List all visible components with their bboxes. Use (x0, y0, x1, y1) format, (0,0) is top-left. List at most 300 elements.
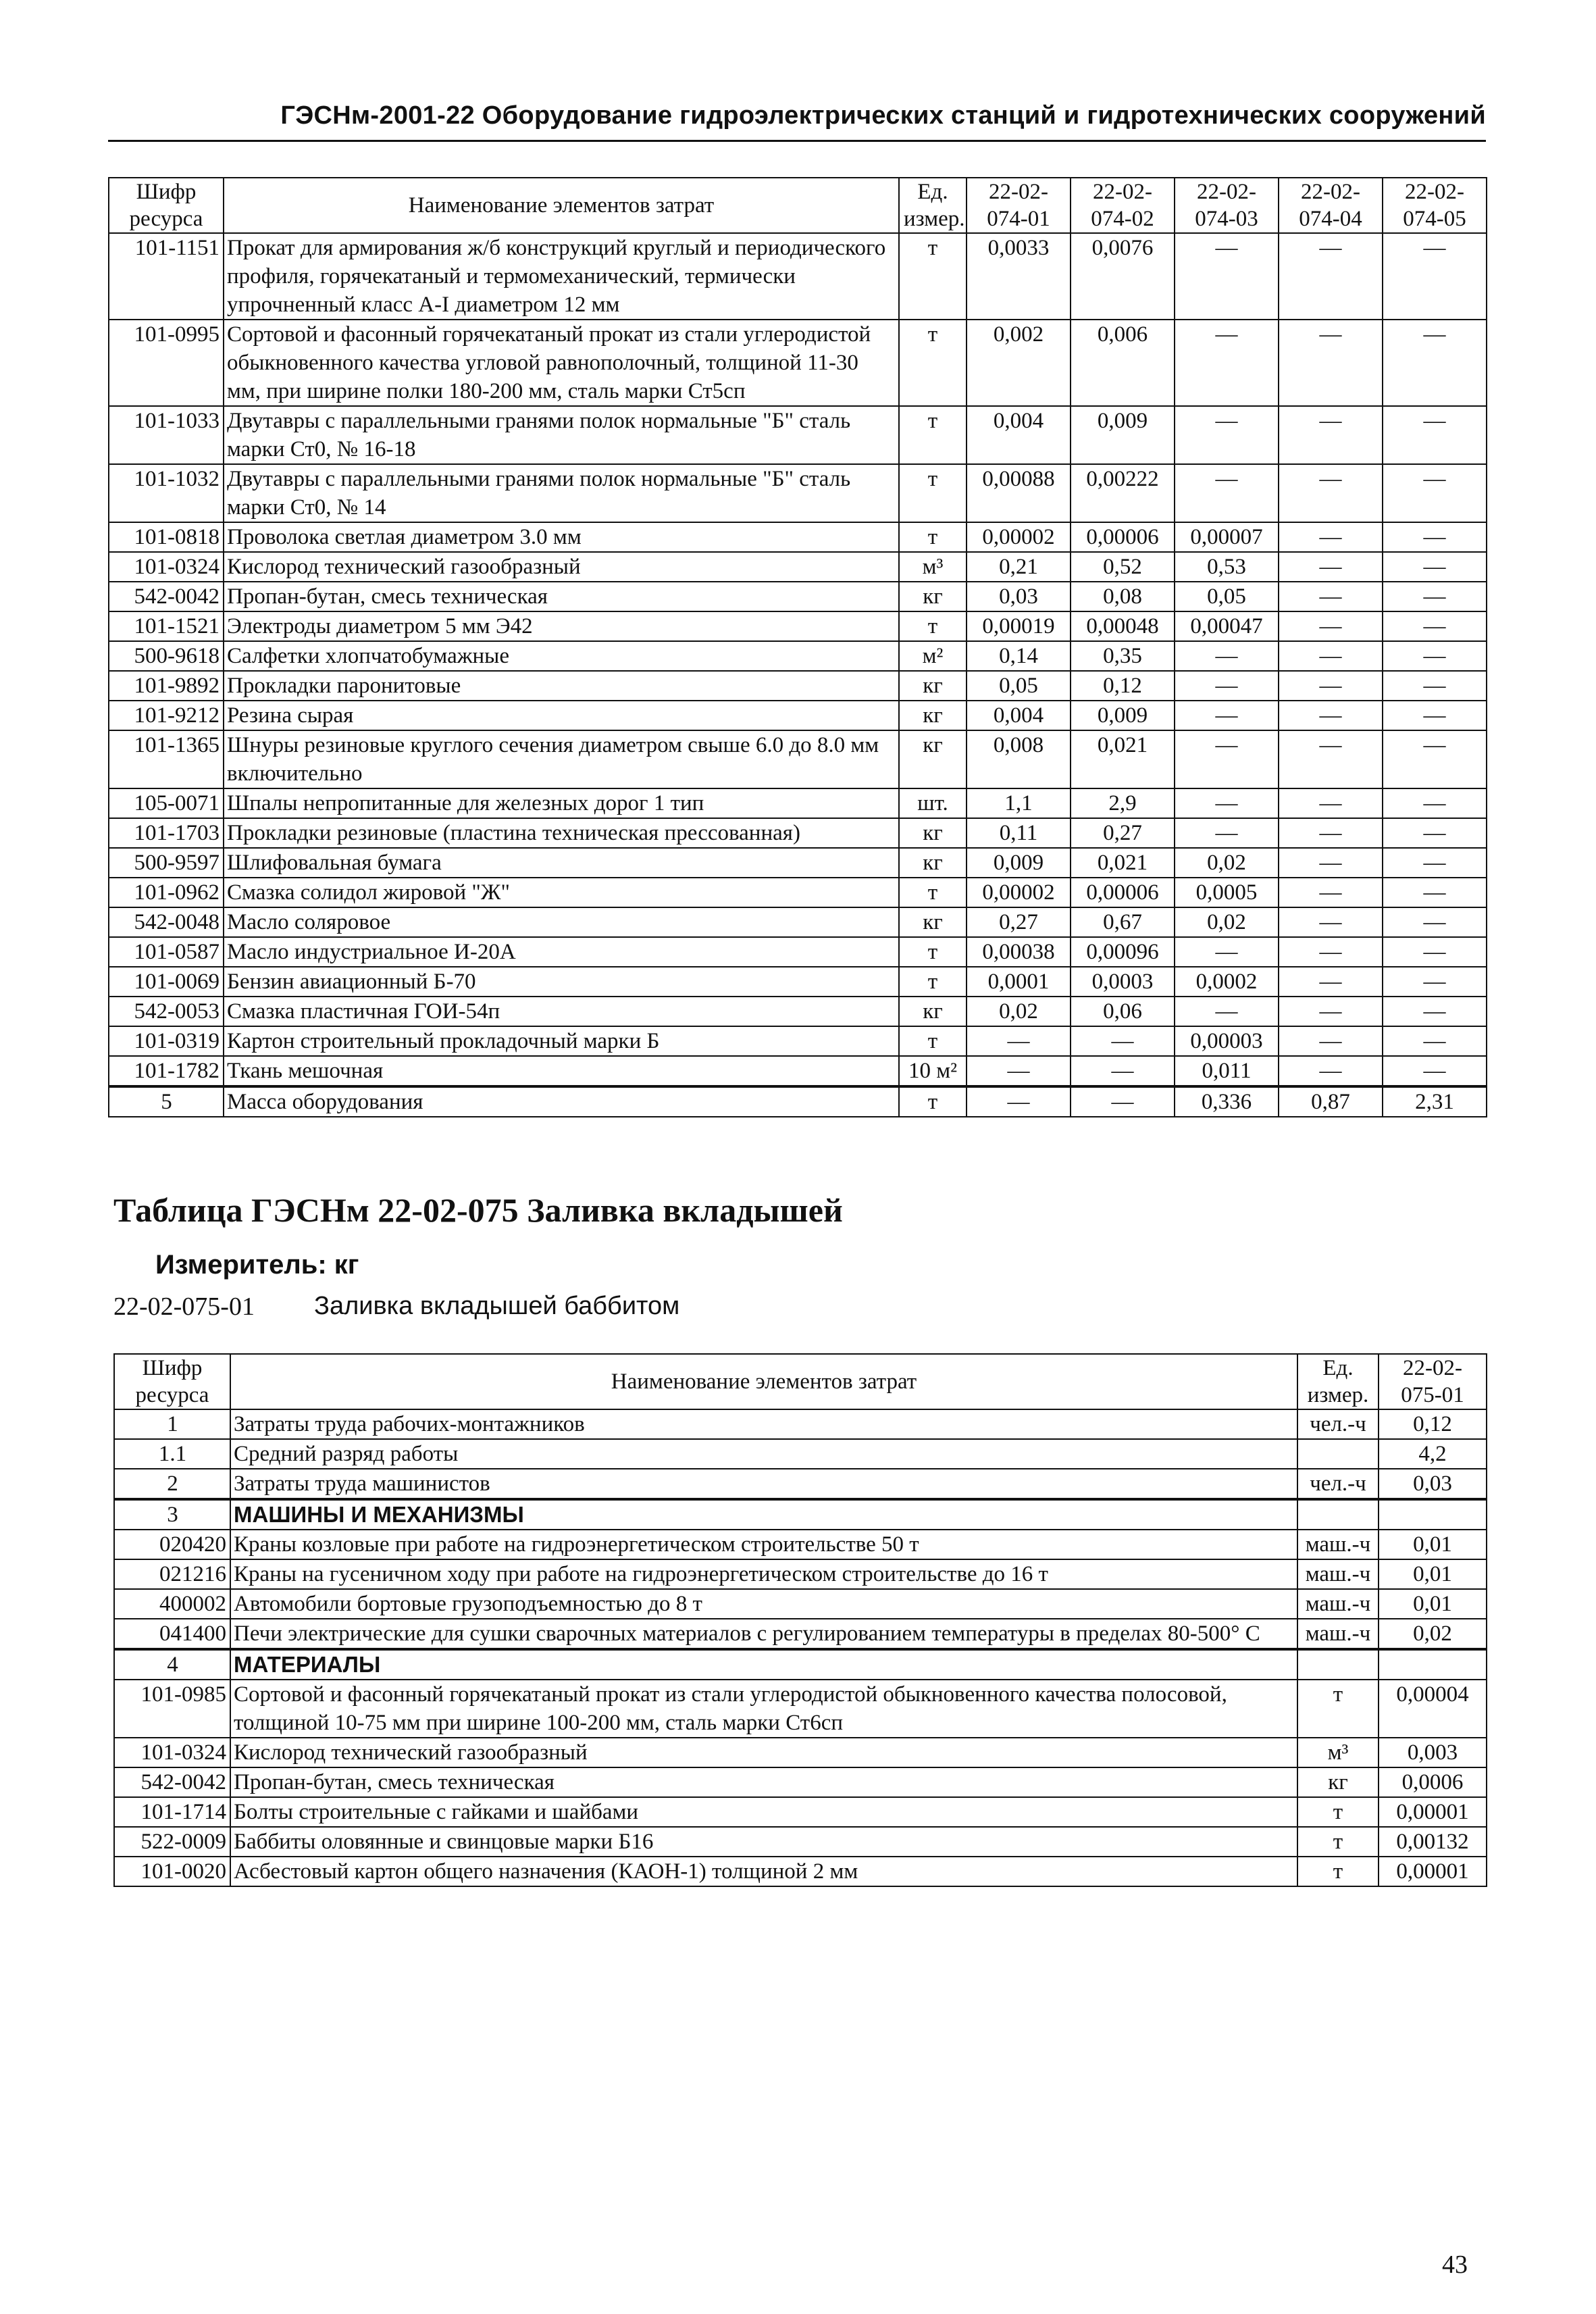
table-row (109, 937, 1487, 967)
resource-unit: т (899, 611, 967, 641)
col-header-074-04: 22-02-074-04 (1279, 178, 1383, 233)
table-row (114, 1439, 1487, 1469)
total-value: 0,87 (1279, 1086, 1383, 1117)
table-row (109, 907, 1487, 937)
resource-name: Шлифовальная бумага (224, 848, 899, 878)
col-header-unit: Ед. измер. (1297, 1354, 1379, 1409)
resource-unit: кг (899, 997, 967, 1026)
table-row (109, 818, 1487, 848)
col-header-code: Шифр ресурса (114, 1354, 230, 1409)
total-value: — (1071, 1086, 1175, 1117)
resource-value: — (1383, 1026, 1487, 1056)
resource-unit: т (899, 878, 967, 907)
resource-unit (1297, 1499, 1379, 1530)
resource-name: Двутавры с параллельными гранями полок нормальные "Б" сталь марки Ст0, № 16-18 (224, 406, 899, 464)
resource-value: — (1279, 730, 1383, 788)
resource-unit: маш.-ч (1297, 1589, 1379, 1619)
resource-value: 0,35 (1071, 641, 1175, 671)
table-row (109, 788, 1487, 818)
resource-value: — (1175, 730, 1279, 788)
resource-code: 542-0042 (109, 582, 224, 611)
resource-value: — (1383, 878, 1487, 907)
resource-value: — (1175, 641, 1279, 671)
resource-value: 0,00222 (1071, 464, 1175, 522)
resource-value: 0,021 (1071, 848, 1175, 878)
resource-name: Прокладки резиновые (пластина техническая прессованная) (224, 818, 899, 848)
table-header-row (109, 178, 1487, 233)
resource-value: 0,00002 (967, 522, 1071, 552)
table-row (114, 1409, 1487, 1439)
resource-value: 0,00006 (1071, 878, 1175, 907)
resource-name: Затраты труда рабочих-монтажников (230, 1409, 1297, 1439)
resource-code: 101-0818 (109, 522, 224, 552)
resource-code: 101-9212 (109, 701, 224, 730)
resource-name: Пропан-бутан, смесь техническая (230, 1767, 1297, 1797)
resource-unit: кг (899, 848, 967, 878)
resource-value: 0,0033 (967, 233, 1071, 320)
table-header-row (114, 1354, 1487, 1409)
resource-name: Двутавры с параллельными гранями полок нормальные "Б" сталь марки Ст0, № 14 (224, 464, 899, 522)
resource-table-075 (113, 1353, 1487, 1887)
resource-value: — (1383, 848, 1487, 878)
resource-value: 0,12 (1071, 671, 1175, 701)
resource-value: — (1383, 907, 1487, 937)
resource-name: Смазка пластичная ГОИ-54п (224, 997, 899, 1026)
resource-value: 0,53 (1175, 552, 1279, 582)
resource-value: — (1279, 320, 1383, 406)
resource-name: Асбестовый картон общего назначения (КАОН-1) толщиной 2 мм (230, 1857, 1297, 1886)
resource-code: 101-1703 (109, 818, 224, 848)
resource-value: — (1383, 730, 1487, 788)
resource-value: 0,12 (1379, 1409, 1487, 1439)
resource-value: — (1175, 937, 1279, 967)
resource-value: 1,1 (967, 788, 1071, 818)
resource-value (1379, 1499, 1487, 1530)
resource-name: Салфетки хлопчатобумажные (224, 641, 899, 671)
resource-code: 101-0324 (109, 552, 224, 582)
resource-value: 0,00088 (967, 464, 1071, 522)
resource-value: 0,00048 (1071, 611, 1175, 641)
resource-code: 101-0020 (114, 1857, 230, 1886)
resource-name: Сортовой и фасонный горячекатаный прокат из стали углеродистой обыкновенного качества угловой равнополочный, толщиной 11-30 мм, при ширине полки 180-200 мм, сталь марки Ст5сп (224, 320, 899, 406)
table-row (114, 1619, 1487, 1649)
resource-value: — (1279, 671, 1383, 701)
resource-name: Краны козловые при работе на гидроэнергетическом строительстве 50 т (230, 1530, 1297, 1559)
col-header-075-01: 22-02-075-01 (1379, 1354, 1487, 1409)
table-row (114, 1767, 1487, 1797)
resource-value: — (1071, 1026, 1175, 1056)
table-row (109, 878, 1487, 907)
col-header-code: Шифр ресурса (109, 178, 224, 233)
resource-value: 0,00006 (1071, 522, 1175, 552)
resource-value: 0,0006 (1379, 1767, 1487, 1797)
table-row (114, 1680, 1487, 1738)
page-header: ГЭСНм-2001-22 Оборудование гидроэлектрических станций и гидротехнических сооружений (280, 101, 1486, 130)
resource-value: — (1175, 818, 1279, 848)
resource-code: 542-0053 (109, 997, 224, 1026)
resource-code: 1 (114, 1409, 230, 1439)
resource-code: 101-1032 (109, 464, 224, 522)
table-row (114, 1738, 1487, 1767)
resource-code: 542-0042 (114, 1767, 230, 1797)
resource-value: 0,011 (1175, 1056, 1279, 1086)
resource-value: — (1383, 788, 1487, 818)
resource-value: 0,01 (1379, 1559, 1487, 1589)
table-row (114, 1559, 1487, 1589)
resource-name: Ткань мешочная (224, 1056, 899, 1086)
resource-code: 101-1151 (109, 233, 224, 320)
header-rule (108, 140, 1486, 142)
resource-value: — (1383, 937, 1487, 967)
resource-value: — (1383, 582, 1487, 611)
resource-code: 1.1 (114, 1439, 230, 1469)
resource-value: 0,009 (1071, 701, 1175, 730)
page-number: 43 (1442, 2250, 1468, 2279)
table-row (114, 1857, 1487, 1886)
resource-value: — (1175, 233, 1279, 320)
resource-value: — (1383, 997, 1487, 1026)
resource-value: 0,01 (1379, 1530, 1487, 1559)
resource-code: 101-0587 (109, 937, 224, 967)
resource-value: — (1279, 1026, 1383, 1056)
resource-unit: кг (899, 582, 967, 611)
resource-unit: маш.-ч (1297, 1530, 1379, 1559)
table-row (109, 967, 1487, 997)
resource-value: — (1279, 641, 1383, 671)
table-row (109, 582, 1487, 611)
resource-unit: т (1297, 1827, 1379, 1857)
resource-name: Кислород технический газообразный (230, 1738, 1297, 1767)
resource-name: Болты строительные с гайками и шайбами (230, 1797, 1297, 1827)
resource-value: — (1279, 406, 1383, 464)
resource-value: — (1175, 788, 1279, 818)
resource-table-074 (108, 177, 1487, 1117)
resource-value: 0,00096 (1071, 937, 1175, 967)
resource-value: — (1279, 818, 1383, 848)
resource-value: 0,03 (967, 582, 1071, 611)
resource-name: Бензин авиационный Б-70 (224, 967, 899, 997)
resource-value: — (1383, 671, 1487, 701)
table-row (109, 730, 1487, 788)
resource-unit: т (899, 464, 967, 522)
col-header-074-01: 22-02-074-01 (967, 178, 1071, 233)
resource-name: Масло индустриальное И-20А (224, 937, 899, 967)
resource-value: — (1279, 997, 1383, 1026)
col-header-unit: Ед. измер. (899, 178, 967, 233)
table2-meter: Измеритель: кг (155, 1250, 359, 1280)
total-name: Масса оборудования (224, 1086, 899, 1117)
table2-title: Таблица ГЭСНм 22-02-075 Заливка вкладышей (113, 1191, 843, 1229)
resource-code: 2 (114, 1469, 230, 1499)
resource-value: — (1279, 967, 1383, 997)
resource-value: — (1279, 701, 1383, 730)
resource-value: — (1383, 818, 1487, 848)
resource-value: — (1279, 878, 1383, 907)
resource-value: 0,27 (1071, 818, 1175, 848)
resource-code: 522-0009 (114, 1827, 230, 1857)
resource-name: Краны на гусеничном ходу при работе на гидроэнергетическом строительстве до 16 т (230, 1559, 1297, 1589)
resource-unit: т (899, 1026, 967, 1056)
table-row (114, 1589, 1487, 1619)
resource-value: — (1279, 552, 1383, 582)
resource-value: 0,02 (967, 997, 1071, 1026)
resource-value: — (1279, 464, 1383, 522)
resource-value: 0,004 (967, 406, 1071, 464)
resource-code: 500-9618 (109, 641, 224, 671)
resource-value: — (1383, 552, 1487, 582)
resource-name: Шнуры резиновые круглого сечения диаметром свыше 6.0 до 8.0 мм включительно (224, 730, 899, 788)
resource-unit (1297, 1649, 1379, 1680)
resource-unit: 10 м² (899, 1056, 967, 1086)
table-row (114, 1797, 1487, 1827)
resource-value: — (1175, 701, 1279, 730)
resource-value: — (1279, 233, 1383, 320)
resource-value: — (1383, 464, 1487, 522)
resource-value: — (967, 1056, 1071, 1086)
resource-value: 0,0005 (1175, 878, 1279, 907)
resource-name: Прокладки паронитовые (224, 671, 899, 701)
resource-unit: кг (899, 730, 967, 788)
resource-unit: чел.-ч (1297, 1469, 1379, 1499)
table-row (109, 701, 1487, 730)
resource-value: 0,0001 (967, 967, 1071, 997)
resource-value: 0,021 (1071, 730, 1175, 788)
resource-value: — (1383, 320, 1487, 406)
table-row (109, 641, 1487, 671)
resource-value: 0,00038 (967, 937, 1071, 967)
resource-unit: м³ (1297, 1738, 1379, 1767)
resource-unit: т (1297, 1857, 1379, 1886)
resource-value: — (1279, 611, 1383, 641)
resource-unit: маш.-ч (1297, 1619, 1379, 1649)
resource-unit (1297, 1439, 1379, 1469)
resource-unit: т (1297, 1680, 1379, 1738)
resource-code: 041400 (114, 1619, 230, 1649)
resource-unit: т (899, 937, 967, 967)
table2-code-name: Заливка вкладышей баббитом (314, 1292, 680, 1320)
resource-code: 101-1033 (109, 406, 224, 464)
resource-name: Сортовой и фасонный горячекатаный прокат из стали углеродистой обыкновенного качества полосовой, толщиной 10-75 мм при ширине 100-200 мм, сталь марки Ст6сп (230, 1680, 1297, 1738)
resource-value: 0,14 (967, 641, 1071, 671)
table-row (109, 611, 1487, 641)
resource-unit: кг (899, 818, 967, 848)
col-header-074-05: 22-02-074-05 (1383, 178, 1487, 233)
resource-code: 101-1782 (109, 1056, 224, 1086)
resource-value: 0,00132 (1379, 1827, 1487, 1857)
table-row (109, 1026, 1487, 1056)
table-row (114, 1827, 1487, 1857)
group-row (114, 1499, 1487, 1530)
total-row (109, 1086, 1487, 1117)
resource-unit: т (899, 406, 967, 464)
resource-unit: кг (899, 701, 967, 730)
resource-value: — (1279, 848, 1383, 878)
resource-value: — (1279, 907, 1383, 937)
resource-unit: т (899, 522, 967, 552)
table-row (109, 406, 1487, 464)
resource-value: 0,009 (967, 848, 1071, 878)
group-title: МАШИНЫ И МЕХАНИЗМЫ (230, 1499, 1297, 1530)
resource-value: — (1175, 997, 1279, 1026)
col-header-074-03: 22-02-074-03 (1175, 178, 1279, 233)
resource-name: Электроды диаметром 5 мм Э42 (224, 611, 899, 641)
resource-value: 0,006 (1071, 320, 1175, 406)
resource-value: 0,008 (967, 730, 1071, 788)
table-row (109, 997, 1487, 1026)
table-row (109, 522, 1487, 552)
resource-value (1379, 1649, 1487, 1680)
resource-value: — (1383, 701, 1487, 730)
resource-name: Баббиты оловянные и свинцовые марки Б16 (230, 1827, 1297, 1857)
total-value: 0,336 (1175, 1086, 1279, 1117)
resource-value: — (1383, 611, 1487, 641)
resource-value: 0,00007 (1175, 522, 1279, 552)
table2-code: 22-02-075-01 (113, 1292, 255, 1321)
resource-name: Шпалы непропитанные для железных дорог 1 тип (224, 788, 899, 818)
resource-value: — (967, 1026, 1071, 1056)
resource-code: 101-0324 (114, 1738, 230, 1767)
table-row (109, 233, 1487, 320)
resource-unit: маш.-ч (1297, 1559, 1379, 1589)
resource-code: 3 (114, 1499, 230, 1530)
resource-code: 542-0048 (109, 907, 224, 937)
resource-value: 0,0076 (1071, 233, 1175, 320)
resource-value: 0,67 (1071, 907, 1175, 937)
resource-value: 0,06 (1071, 997, 1175, 1026)
resource-code: 500-9597 (109, 848, 224, 878)
resource-name: Проволока светлая диаметром 3.0 мм (224, 522, 899, 552)
resource-value: — (1175, 671, 1279, 701)
resource-name: Печи электрические для сушки сварочных материалов с регулированием температуры в пределах 80-500° С (230, 1619, 1297, 1649)
resource-name: Картон строительный прокладочный марки Б (224, 1026, 899, 1056)
group-row (114, 1649, 1487, 1680)
resource-value: 4,2 (1379, 1439, 1487, 1469)
resource-name: Прокат для армирования ж/б конструкций круглый и периодического профиля, горячекатаный и термомеханический, термически упрочненный класс А-I диаметром 12 мм (224, 233, 899, 320)
col-header-name: Наименование элементов затрат (224, 178, 899, 233)
resource-name: Затраты труда машинистов (230, 1469, 1297, 1499)
resource-unit: т (899, 967, 967, 997)
total-unit: т (899, 1086, 967, 1117)
resource-value: 0,00047 (1175, 611, 1279, 641)
resource-value: — (1279, 788, 1383, 818)
table-row (109, 320, 1487, 406)
resource-name: Кислород технический газообразный (224, 552, 899, 582)
resource-code: 101-1521 (109, 611, 224, 641)
resource-name: Смазка солидол жировой "Ж" (224, 878, 899, 907)
resource-name: Средний разряд работы (230, 1439, 1297, 1469)
table-row (109, 552, 1487, 582)
resource-code: 020420 (114, 1530, 230, 1559)
resource-value: 0,08 (1071, 582, 1175, 611)
resource-value: 0,00001 (1379, 1857, 1487, 1886)
table-row (114, 1469, 1487, 1499)
resource-code: 101-0069 (109, 967, 224, 997)
table-row (109, 1056, 1487, 1086)
resource-code: 101-1714 (114, 1797, 230, 1827)
table-row (114, 1530, 1487, 1559)
resource-value: — (1279, 937, 1383, 967)
group-title: МАТЕРИАЛЫ (230, 1649, 1297, 1680)
resource-value: 0,02 (1175, 848, 1279, 878)
total-code: 5 (109, 1086, 224, 1117)
resource-value: 0,004 (967, 701, 1071, 730)
resource-value: — (1279, 582, 1383, 611)
resource-value: — (1279, 1056, 1383, 1086)
resource-value: 0,21 (967, 552, 1071, 582)
resource-code: 4 (114, 1649, 230, 1680)
resource-name: Резина сырая (224, 701, 899, 730)
resource-value: — (1279, 522, 1383, 552)
total-value: — (967, 1086, 1071, 1117)
resource-name: Масло соляровое (224, 907, 899, 937)
resource-value: — (1383, 1056, 1487, 1086)
resource-value: — (1383, 233, 1487, 320)
resource-code: 101-0962 (109, 878, 224, 907)
resource-code: 400002 (114, 1589, 230, 1619)
col-header-074-02: 22-02-074-02 (1071, 178, 1175, 233)
resource-value: 0,02 (1175, 907, 1279, 937)
resource-value: 0,05 (1175, 582, 1279, 611)
resource-value: — (1071, 1056, 1175, 1086)
resource-value: 0,00003 (1175, 1026, 1279, 1056)
table-row (109, 671, 1487, 701)
resource-value: — (1175, 320, 1279, 406)
resource-value: — (1383, 641, 1487, 671)
resource-value: — (1383, 967, 1487, 997)
resource-unit: шт. (899, 788, 967, 818)
table-row (109, 848, 1487, 878)
resource-value: — (1383, 522, 1487, 552)
resource-value: 2,9 (1071, 788, 1175, 818)
resource-unit: м² (899, 641, 967, 671)
resource-unit: т (1297, 1797, 1379, 1827)
resource-value: 0,00002 (967, 878, 1071, 907)
col-header-name: Наименование элементов затрат (230, 1354, 1297, 1409)
table-row (109, 464, 1487, 522)
resource-value: 0,0003 (1071, 967, 1175, 997)
resource-value: 0,03 (1379, 1469, 1487, 1499)
resource-name: Пропан-бутан, смесь техническая (224, 582, 899, 611)
resource-value: 0,003 (1379, 1738, 1487, 1767)
total-value: 2,31 (1383, 1086, 1487, 1117)
resource-unit: кг (899, 907, 967, 937)
resource-code: 021216 (114, 1559, 230, 1589)
resource-unit: чел.-ч (1297, 1409, 1379, 1439)
resource-unit: кг (1297, 1767, 1379, 1797)
resource-unit: т (899, 320, 967, 406)
resource-value: 0,009 (1071, 406, 1175, 464)
resource-value: 0,52 (1071, 552, 1175, 582)
resource-code: 101-9892 (109, 671, 224, 701)
resource-value: 0,05 (967, 671, 1071, 701)
resource-value: 0,002 (967, 320, 1071, 406)
resource-unit: т (899, 233, 967, 320)
resource-value: 0,00004 (1379, 1680, 1487, 1738)
resource-code: 101-0995 (109, 320, 224, 406)
resource-value: 0,02 (1379, 1619, 1487, 1649)
resource-code: 101-0319 (109, 1026, 224, 1056)
resource-name: Автомобили бортовые грузоподъемностью до 8 т (230, 1589, 1297, 1619)
resource-value: 0,01 (1379, 1589, 1487, 1619)
resource-value: 0,00001 (1379, 1797, 1487, 1827)
resource-value: 0,00019 (967, 611, 1071, 641)
resource-code: 101-1365 (109, 730, 224, 788)
resource-value: 0,11 (967, 818, 1071, 848)
resource-value: 0,0002 (1175, 967, 1279, 997)
resource-unit: м³ (899, 552, 967, 582)
resource-value: — (1175, 464, 1279, 522)
resource-unit: кг (899, 671, 967, 701)
